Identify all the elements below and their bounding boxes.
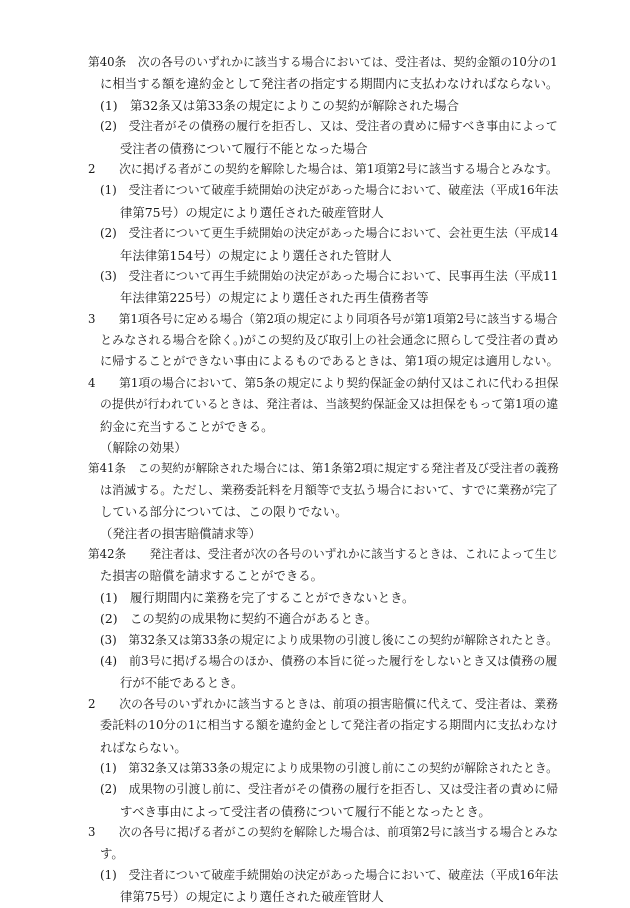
text-line: 4 第1項の場合において、第5条の規定により契約保証金の納付又はこれに代わる担保	[88, 375, 559, 390]
text-line: に相当する額を違約金として発注者の指定する期間内に支払わなければならない。	[100, 76, 559, 92]
text-line: 委託料の10分の1に相当する額を違約金として発注者の指定する期間内に支払わなけ	[100, 718, 558, 733]
text-line: 約金に充当することができる。	[100, 418, 274, 434]
text-line: (2) 受注者について更生手続開始の決定があった場合において、会社更生法（平成14	[100, 226, 559, 241]
text-line: 第41条 この契約が解除された場合には、第1条第2項に規定する発注者及び受注者の義務	[88, 461, 559, 476]
text-line: (2) この契約の成果物に契約不適合があるとき。	[100, 611, 378, 627]
text-line: 2 次の各号のいずれかに該当するときは、前項の損害賠償に代えて、受注者は、業務	[88, 696, 558, 711]
text-line: 律第75号）の規定により選任された破産管財人	[120, 204, 384, 220]
text-line: た損害の賠償を請求することができる。	[100, 568, 324, 584]
text-line: (2) 受注者がその債務の履行を拒否し、又は、受注者の責めに帰すべき事由によって	[100, 119, 558, 134]
text-line: (1) 第32条又は第33条の規定により成果物の引渡し前にこの契約が解除されたとき。	[100, 760, 558, 775]
text-line: 2 次に掲げる者がこの契約を解除した場合は、第1項第2号に該当する場合とみなす。	[88, 161, 558, 176]
text-line: 行が不能であるとき。	[120, 675, 244, 691]
text-line: （解除の効果）	[100, 440, 187, 456]
text-line: に帰することができない事由によるものであるときは、第1項の規定は適用しない。	[100, 354, 559, 369]
text-line: ればならない。	[100, 739, 187, 755]
text-line: 3 次の各号に掲げる者がこの契約を解除した場合は、前項第2号に該当する場合とみな	[88, 825, 559, 840]
text-line: 受注者の債務について履行不能となった場合	[120, 140, 368, 156]
text-line: (1) 受注者について破産手続開始の決定があった場合において、破産法（平成16年法	[100, 867, 559, 882]
text-line: (1) 履行期間内に業務を完了することができないとき。	[100, 589, 415, 605]
text-line: (1) 受注者について破産手続開始の決定があった場合において、破産法（平成16年法	[100, 183, 559, 198]
text-line: は消滅する。ただし、業務委託料を月額等で支払う場合において、すでに業務が完了	[100, 482, 558, 497]
text-line: 年法律第225号）の規定により選任された再生債務者等	[120, 290, 429, 306]
text-line: すべき事由によって受注者の債務について履行不能となったとき。	[120, 803, 491, 819]
text-line: す。	[100, 846, 124, 862]
text-line: している部分については、この限りでない。	[100, 504, 348, 520]
text-line: (2) 成果物の引渡し前に、受注者がその債務の履行を拒否し、又は受注者の責めに帰	[100, 782, 558, 797]
text-line: 3 第1項各号に定める場合（第2項の規定により同項各号が第1項第2号に該当する場合	[88, 311, 558, 326]
document-page	[88, 52, 559, 908]
text-line: 律第75号）の規定により選任された破産管財人	[120, 889, 384, 905]
text-line: (4) 前3号に掲げる場合のほか、債務の本旨に従った履行をしないとき又は債務の履	[100, 653, 558, 668]
text-line: (3) 第32条又は第33条の規定により成果物の引渡し後にこの契約が解除されたとき。	[100, 632, 558, 647]
text-line: 年法律第154号）の規定により選任された管財人	[120, 247, 392, 263]
text-line: (3) 受注者について再生手続開始の決定があった場合において、民事再生法（平成11	[100, 268, 559, 283]
text-line: 第42条 発注者は、受注者が次の各号のいずれかに該当するときは、これによって生じ	[88, 546, 559, 561]
text-line: (1) 第32条又は第33条の規定によりこの契約が解除された場合	[100, 97, 459, 113]
text-line: の提供が行われているときは、発注者は、当該契約保証金又は担保をもって第1項の違	[100, 397, 559, 412]
text-line: （発注者の損害賠償請求等）	[100, 525, 262, 541]
text-line: 第40条 次の各号のいずれかに該当する場合においては、受注者は、契約金額の10分の1	[88, 55, 558, 69]
text-line: とみなされる場合を除く。)がこの契約及び取引上の社会通念に照らして受注者の責め	[100, 333, 559, 348]
